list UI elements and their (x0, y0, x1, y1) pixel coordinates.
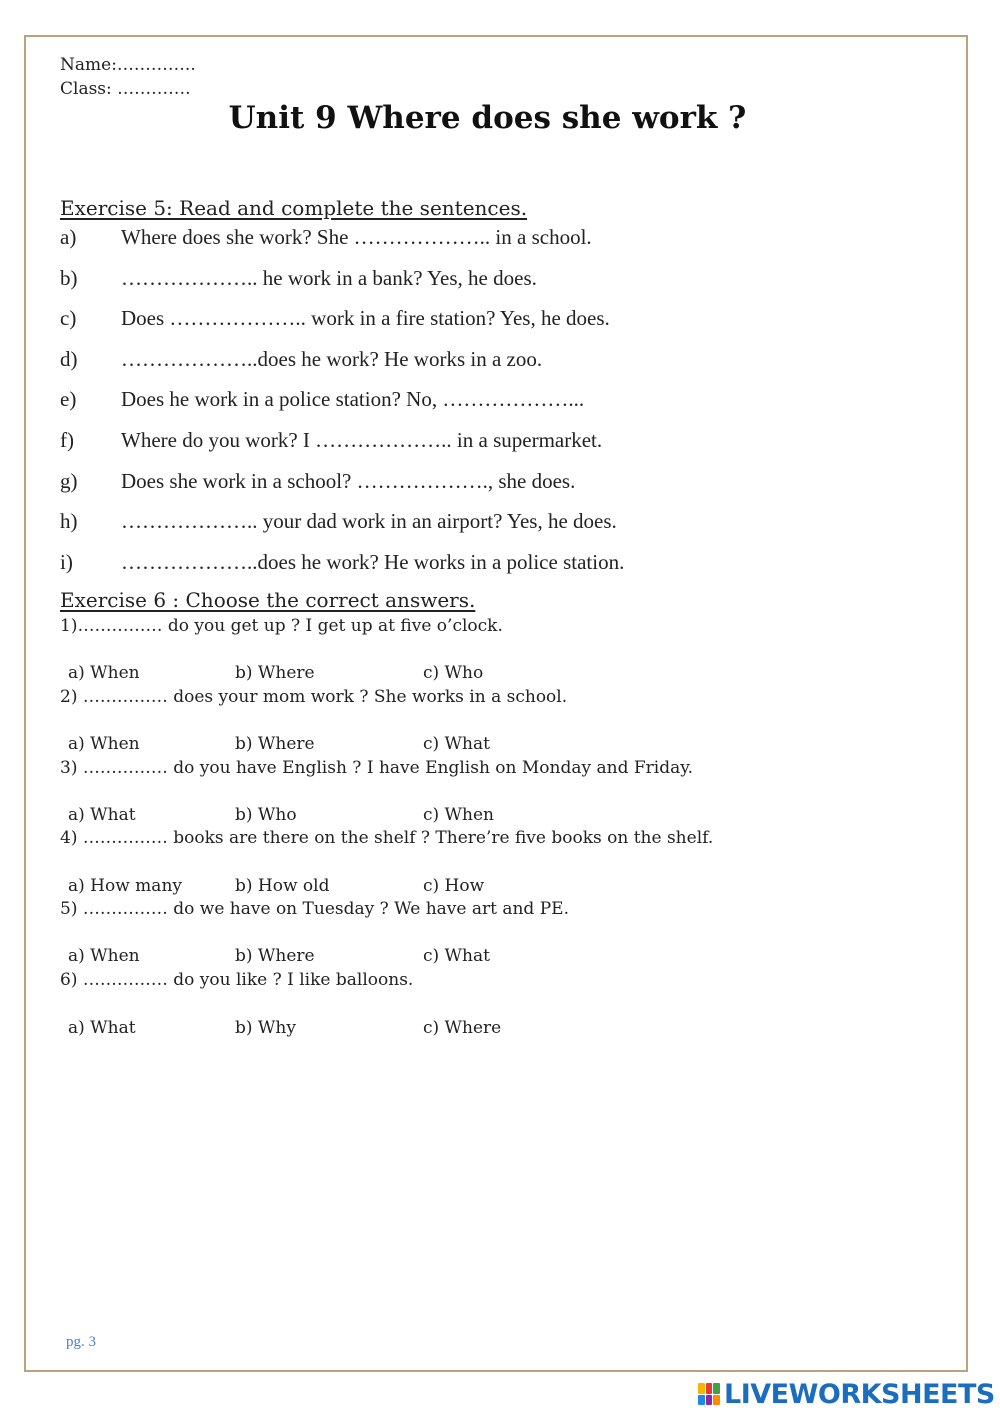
item-label: a) (60, 225, 77, 249)
logo-grid-icon (698, 1383, 720, 1405)
item-label: c) (60, 306, 77, 330)
question-text: 6) …………… do you like ? I like balloons. (60, 970, 414, 990)
item-label: g) (60, 469, 78, 493)
option-b: b) Where (235, 663, 315, 683)
exercise5-title: Exercise 5: Read and complete the sentences. (60, 196, 528, 220)
option-a: a) What (68, 1018, 136, 1038)
option-c: c) What (423, 946, 490, 966)
question-text: 2) …………… does your mom work ? She works in a school. (60, 687, 568, 707)
logo-text: LIVEWORKSHEETS (724, 1378, 995, 1410)
item-text: ……………….. your dad work in an airport? Yes, he does. (121, 509, 617, 533)
option-c: c) When (423, 805, 494, 825)
option-c: c) What (423, 734, 490, 754)
name-field-label: Name:………….. (60, 55, 196, 75)
option-b: b) Where (235, 734, 315, 754)
item-text: Does ……………….. work in a fire station? Yes, he does. (121, 306, 610, 330)
question-text: 1)…………… do you get up ? I get up at five o’clock. (60, 616, 503, 636)
option-c: c) How (423, 876, 485, 896)
question-text: 5) …………… do we have on Tuesday ? We have art and PE. (60, 899, 569, 919)
option-b: b) Where (235, 946, 315, 966)
option-b: b) How old (235, 876, 330, 896)
item-text: Does she work in a school? ………………., she does. (121, 469, 576, 493)
item-text: ……………….. he work in a bank? Yes, he does. (121, 266, 537, 290)
item-label: d) (60, 347, 78, 371)
option-a: a) When (68, 663, 140, 683)
option-c: c) Who (423, 663, 484, 683)
question-text: 3) …………… do you have English ? I have English on Monday and Friday. (60, 758, 693, 778)
item-text: ………………..does he work? He works in a zoo. (121, 347, 543, 371)
item-text: ………………..does he work? He works in a police station. (121, 550, 625, 574)
question-text: 4) …………… books are there on the shelf ? There’re five books on the shelf. (60, 828, 714, 848)
option-a: a) When (68, 946, 140, 966)
class-field-label: Class: …………. (60, 79, 191, 99)
item-label: f) (60, 428, 74, 452)
item-text: Where do you work? I ……………….. in a supermarket. (121, 428, 603, 452)
item-text: Where does she work? She ……………….. in a school. (121, 225, 592, 249)
item-label: h) (60, 509, 78, 533)
option-a: a) How many (68, 876, 182, 896)
option-a: a) What (68, 805, 136, 825)
option-c: c) Where (423, 1018, 502, 1038)
option-b: b) Who (235, 805, 297, 825)
item-label: b) (60, 266, 78, 290)
page-title: Unit 9 Where does she work ? (228, 100, 747, 136)
item-label: e) (60, 387, 77, 411)
exercise6-title: Exercise 6 : Choose the correct answers. (60, 588, 476, 612)
item-label: i) (60, 550, 73, 574)
item-text: Does he work in a police station? No, ………………... (121, 387, 585, 411)
option-b: b) Why (235, 1018, 296, 1038)
liveworksheets-logo[interactable] (698, 1378, 995, 1410)
option-a: a) When (68, 734, 140, 754)
page-number: pg. 3 (66, 1334, 96, 1350)
